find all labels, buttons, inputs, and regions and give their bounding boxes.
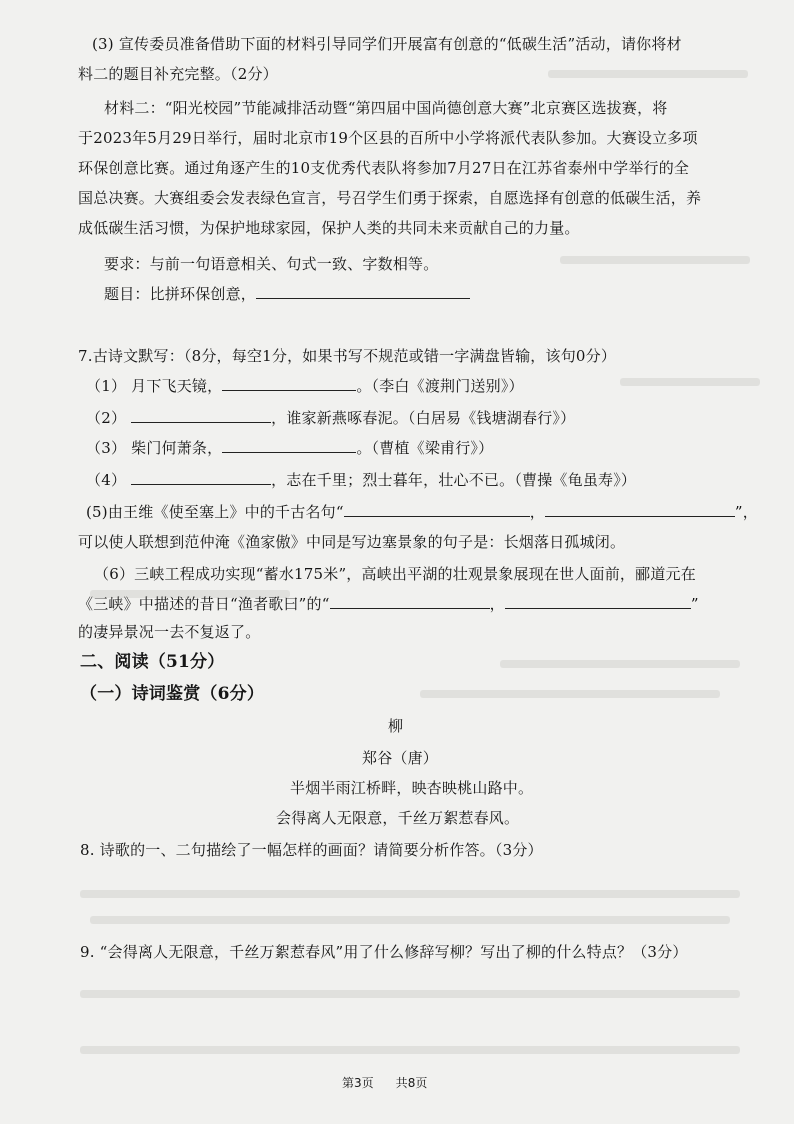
q7-item2-number: （2） xyxy=(86,409,127,427)
q7-item6-line2 xyxy=(78,594,699,614)
q7-item6-line1: （6）三峡工程成功实现“蓄水175米”，高峡出平湖的壮观景象展现在世人面前，郦道元在 xyxy=(94,565,696,583)
poem-title: 柳 xyxy=(388,717,404,735)
q7-item1-blank[interactable] xyxy=(222,376,356,391)
bleed-through-mark xyxy=(80,1046,740,1054)
q7-item4 xyxy=(86,470,636,490)
q7-item3 xyxy=(86,438,493,458)
q7-item5-close-quote: ”， xyxy=(734,503,758,521)
q7-item6-prompt: 《三峡》中描述的昔日“渔者歌曰”的“ xyxy=(78,595,330,613)
footer-page-number: 3 xyxy=(354,1076,362,1090)
material-line2: 于2023年5月29日举行，届时北京市19个区县的百所中小学将派代表队参加。大赛设立多项 xyxy=(78,129,698,147)
title-answer-blank[interactable] xyxy=(256,284,470,299)
bleed-through-mark xyxy=(560,256,750,264)
q7-item6-close-quote: ” xyxy=(690,595,699,613)
q7-item6-blank-a[interactable] xyxy=(330,594,490,609)
q7-item2-blank[interactable] xyxy=(131,408,271,423)
q7-item1-number: （1） xyxy=(86,377,127,395)
q7-item1-source: 。（李白《渡荆门送别》） xyxy=(356,377,524,395)
q7-item1 xyxy=(86,376,524,396)
material-line4: 国总决赛。大赛组委会发表绿色宣言，号召学生们勇于探索，自愿选择有创意的低碳生活，养 xyxy=(78,189,702,207)
q7-item4-blank[interactable] xyxy=(131,470,271,485)
q7-item3-blank[interactable] xyxy=(222,438,356,453)
footer-page-prefix: 第 xyxy=(342,1076,355,1090)
section-2-title: 二、阅读（51分） xyxy=(80,652,225,672)
page-footer xyxy=(342,1074,427,1091)
q6-3-requirement: 要求：与前一句语意相关、句式一致、字数相等。 xyxy=(104,255,439,273)
footer-total-prefix: 共 xyxy=(395,1076,408,1090)
footer-total-number: 8 xyxy=(407,1076,416,1090)
q7-item5-blank-b[interactable] xyxy=(545,502,735,517)
q7-header: 7.古诗文默写：（8分，每空1分，如果书写不规范或错一字满盘皆输，该句0分） xyxy=(78,347,617,365)
q7-item5-line2: 可以使人联想到范仲淹《渔家傲》中同是写边塞景象的句子是：长烟落日孤城闭。 xyxy=(78,533,626,551)
material-line3: 环保创意比赛。通过角逐产生的10支优秀代表队将参加7月27日在江苏省泰州中学举行的全 xyxy=(78,159,690,177)
bleed-through-mark xyxy=(500,660,740,668)
q7-item5-prompt: (5)由王维《使至塞上》中的千古名句“ xyxy=(86,503,344,521)
q6-3-prompt-line1: (3) 宣传委员准备借助下面的材料引导同学们开展富有创意的“低碳生活”活动，请你将材 xyxy=(92,35,682,53)
bleed-through-mark xyxy=(620,378,760,386)
q7-item6-blank-b[interactable] xyxy=(505,594,691,609)
material-line1: 材料二：“阳光校园”节能减排活动暨“第四届中国尚德创意大赛”北京赛区选拔赛，将 xyxy=(104,99,668,117)
footer-page-suffix: 页 xyxy=(361,1076,374,1090)
q7-item6-comma: ， xyxy=(489,595,505,613)
bleed-through-mark xyxy=(420,690,720,698)
bleed-through-mark xyxy=(548,70,748,78)
q7-item3-number: （3） xyxy=(86,439,127,457)
bleed-through-mark xyxy=(80,890,740,898)
bleed-through-mark xyxy=(90,916,730,924)
title-prefix: 题目：比拼环保创意， xyxy=(104,285,257,303)
q7-item1-text: 月下飞天镜， xyxy=(131,377,223,395)
footer-total-suffix: 页 xyxy=(415,1076,428,1090)
material-line5: 成低碳生活习惯，为保护地球家园，保护人类的共同未来贡献自己的力量。 xyxy=(78,219,580,237)
q7-item5-line1 xyxy=(86,502,758,522)
q7-item4-text: ，志在千里；烈士暮年，壮心不已。（曹操《龟虽寿》） xyxy=(271,471,637,489)
q7-item4-number: （4） xyxy=(86,471,127,489)
q7-item2 xyxy=(86,408,575,428)
q7-item3-source: 。（曹植《梁甫行》） xyxy=(356,439,494,457)
bleed-through-mark xyxy=(80,990,740,998)
q7-item2-text: ，谁家新燕啄春泥。（白居易《钱塘湖春行》） xyxy=(271,409,576,427)
q6-3-prompt-line2: 料二的题目补充完整。（2分） xyxy=(78,65,278,83)
poem-author: 郑谷（唐） xyxy=(362,749,439,767)
section-2-subtitle: （一）诗词鉴赏（6分） xyxy=(80,684,265,704)
q7-item3-text: 柴门何萧条， xyxy=(131,439,223,457)
poem-line1: 半烟半雨江桥畔，映杏映桃山路中。 xyxy=(290,779,534,797)
poem-line2: 会得离人无限意，千丝万絮惹春风。 xyxy=(276,809,520,827)
q6-3-title-line xyxy=(104,284,470,304)
question-8: 8. 诗歌的一、二句描绘了一幅怎样的画面？请简要分析作答。（3分） xyxy=(80,841,543,859)
q7-item5-blank-a[interactable] xyxy=(344,502,530,517)
question-9: 9. “会得离人无限意，千丝万絮惹春风”用了什么修辞写柳？写出了柳的什么特点？（3分） xyxy=(80,943,688,961)
q7-item5-comma: ， xyxy=(529,503,545,521)
q7-item6-line3: 的凄异景况一去不复返了。 xyxy=(78,623,261,641)
